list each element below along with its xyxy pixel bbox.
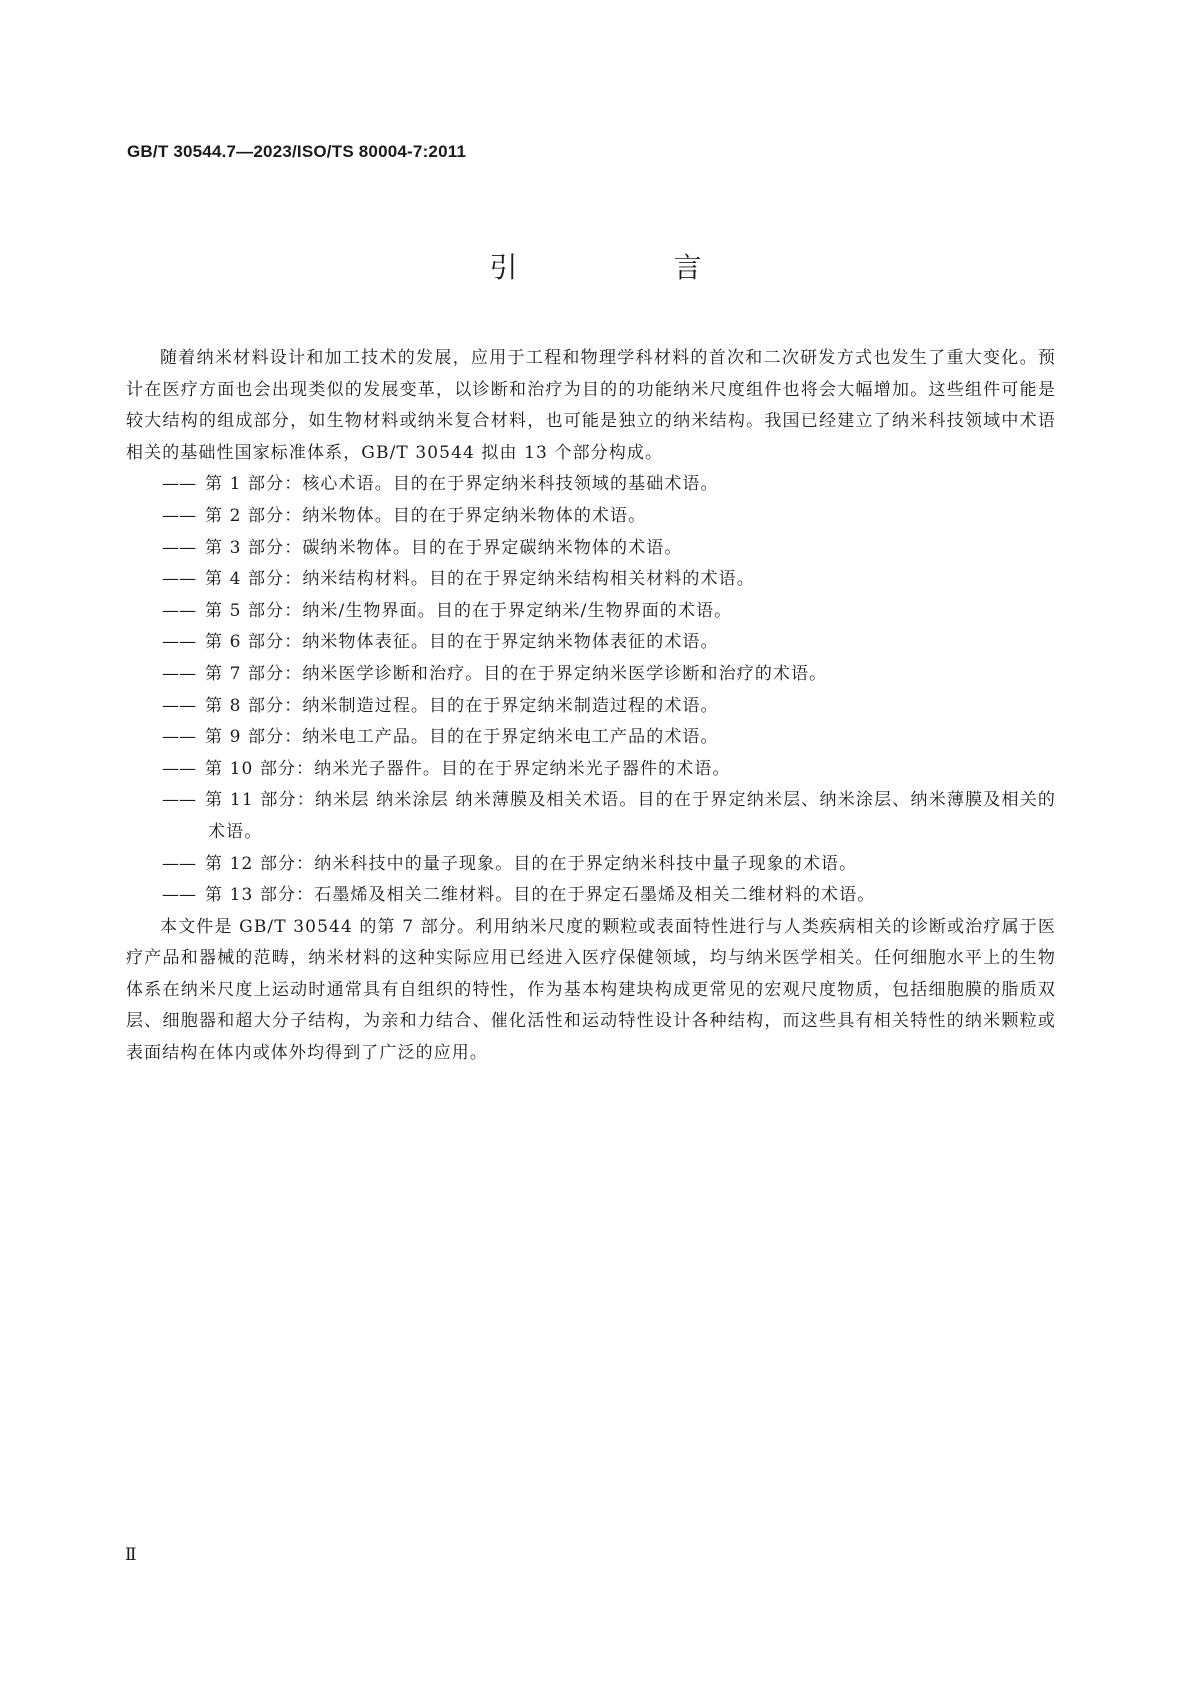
list-item-part-6 [126, 627, 1056, 659]
standard-code-header: GB/T 30544.7—2023/ISO/TS 80004-7:2011 [127, 142, 467, 161]
list-item-part-10 [126, 754, 1056, 786]
intro-paragraph: 随着纳米材料设计和加工技术的发展，应用于工程和物理学科材料的首次和二次研发方式也发生了重大变化。预计在医疗方面也会出现类似的发展变革，以诊断和治疗为目的的功能纳米尺度组件也将会大幅增加。这些组件可能是较大结构的组成部分，如生物材料或纳米复合材料，也可能是独立的纳米结构。我国已经建立了纳米科技领域中术语相关的基础性国家标准体系，GB/T 30544 拟由 13 个部分构成。 [126, 348, 1056, 463]
list-item-part-2 [126, 501, 1056, 533]
document-body [126, 343, 1056, 1070]
list-item-text: 第 11 部分：纳米层 纳米涂层 纳米薄膜及相关术语。目的在于界定纳米层、纳米涂层、纳米薄膜及相关的术语。 [205, 790, 1056, 842]
list-item-part-9 [126, 722, 1056, 754]
list-item-text: 第 8 部分：纳米制造过程。目的在于界定纳米制造过程的术语。 [205, 695, 719, 716]
dash: —— [162, 758, 196, 779]
list-item-text: 第 5 部分：纳米/生物界面。目的在于界定纳米/生物界面的术语。 [205, 600, 733, 621]
list-item-text: 第 6 部分：纳米物体表征。目的在于界定纳米物体表征的术语。 [205, 632, 719, 653]
page-number: Ⅱ [125, 1545, 137, 1564]
dash: —— [162, 790, 196, 811]
dash: —— [162, 474, 196, 495]
list-item-part-7 [126, 659, 1056, 691]
dash: —— [162, 853, 196, 874]
dash: —— [162, 885, 196, 906]
dash: —— [162, 663, 196, 684]
page-title: 引 言 [489, 251, 766, 284]
list-item-text: 第 10 部分：纳米光子器件。目的在于界定纳米光子器件的术语。 [205, 758, 731, 779]
list-item-text: 第 4 部分：纳米结构材料。目的在于界定纳米结构相关材料的术语。 [205, 569, 755, 590]
dash: —— [162, 695, 196, 716]
dash: —— [162, 569, 196, 590]
list-item-part-1 [126, 469, 1056, 501]
list-item-part-11 [126, 785, 1056, 848]
parts-list [126, 469, 1056, 911]
list-item-part-12 [126, 849, 1056, 881]
dash: —— [162, 727, 196, 748]
list-item-text: 第 13 部分：石墨烯及相关二维材料。目的在于界定石墨烯及相关二维材料的术语。 [205, 885, 876, 906]
list-item-text: 第 12 部分：纳米科技中的量子现象。目的在于界定纳米科技中量子现象的术语。 [205, 853, 858, 874]
list-item-part-3 [126, 533, 1056, 565]
dash: —— [162, 505, 196, 526]
list-item-text: 第 9 部分：纳米电工产品。目的在于界定纳米电工产品的术语。 [205, 727, 719, 748]
list-item-text: 第 1 部分：核心术语。目的在于界定纳米科技领域的基础术语。 [205, 474, 719, 495]
list-item-text: 第 3 部分：碳纳米物体。目的在于界定碳纳米物体的术语。 [205, 537, 683, 558]
list-item-text: 第 7 部分：纳米医学诊断和治疗。目的在于界定纳米医学诊断和治疗的术语。 [205, 663, 828, 684]
dash: —— [162, 632, 196, 653]
closing-paragraph: 本文件是 GB/T 30544 的第 7 部分。利用纳米尺度的颗粒或表面特性进行与人类疾病相关的诊断或治疗属于医疗产品和器械的范畴，纳米材料的这种实际应用已经进入医疗保健领域，均与纳米医学相关。任何细胞水平上的生物体系在纳米尺度上运动时通常具有自组织的特性，作为基本构建块构成更常见的宏观尺度物质，包括细胞膜的脂质双层、细胞器和超大分子结构，为亲和力结合、催化活性和运动特性设计各种结构，而这些具有相关特性的纳米颗粒或表面结构在体内或体外均得到了广泛的应用。 [126, 916, 1056, 1064]
dash: —— [162, 537, 196, 558]
list-item-part-8 [126, 691, 1056, 723]
list-item-text: 第 2 部分：纳米物体。目的在于界定纳米物体的术语。 [205, 505, 647, 526]
list-item-part-13 [126, 880, 1056, 912]
dash: —— [162, 600, 196, 621]
list-item-part-5 [126, 596, 1056, 628]
list-item-part-4 [126, 564, 1056, 596]
